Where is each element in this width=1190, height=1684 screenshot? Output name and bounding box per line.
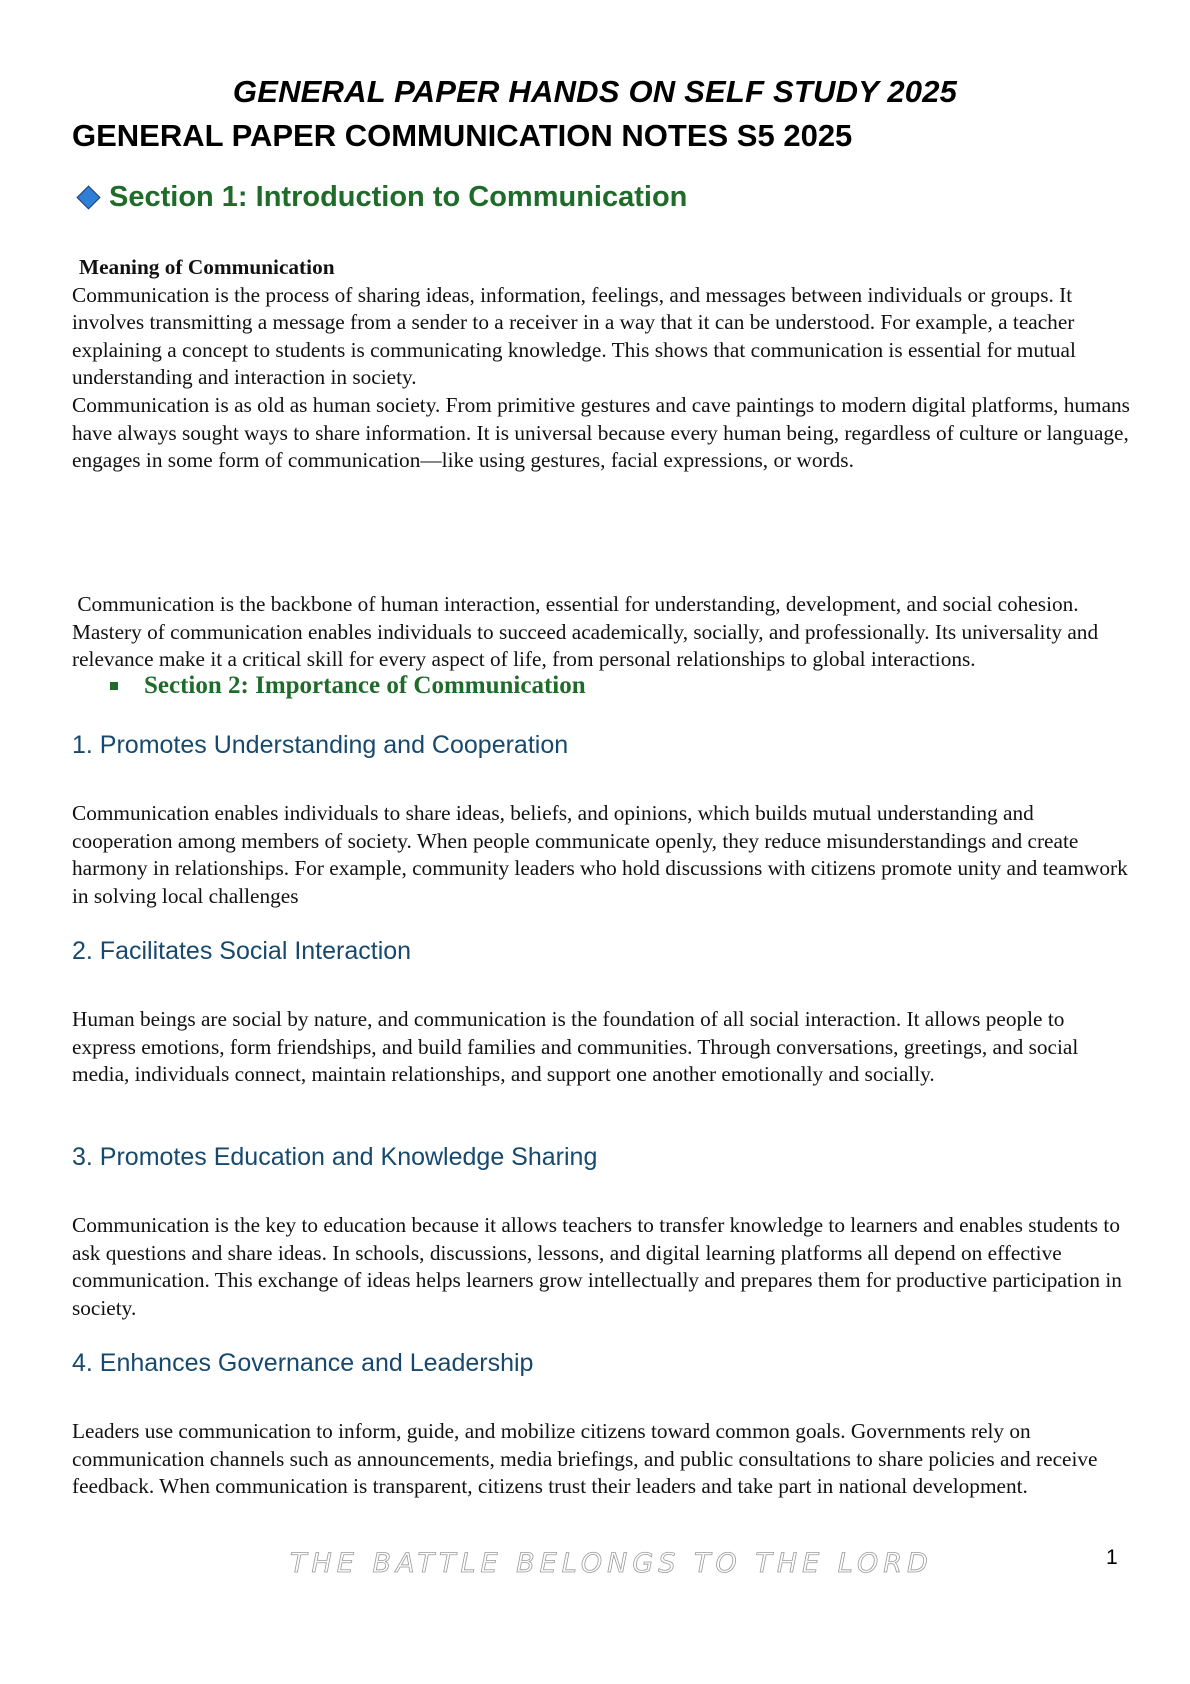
section-1-title: Section 1: Introduction to Communication — [109, 181, 688, 213]
square-bullet-icon — [110, 682, 118, 690]
meaning-heading: Meaning of Communication — [79, 255, 335, 279]
page-number: 1 — [1106, 1546, 1118, 1569]
footer-watermark: THE BATTLE BELONGS TO THE LORD — [290, 1548, 933, 1579]
section-1-summary — [72, 536, 1132, 729]
point-4-heading: 4. Enhances Governance and Leadership — [72, 1349, 534, 1377]
point-1-body — [72, 800, 1132, 910]
section-1-heading — [74, 181, 687, 214]
section-1-body — [72, 254, 1132, 475]
section-2-title: Section 2: Importance of Communication — [144, 672, 586, 699]
paragraph-history: Communication is as old as human society. From primitive gestures and cave paintings to modern digital platforms, humans have always sought ways to share information. It is universal because every human being, regardless of culture or language, engages in some form of communication—like using gestures, facial expressions, or words. — [72, 392, 1130, 473]
point-3-body — [72, 1212, 1132, 1322]
point-2-heading: 2. Facilitates Social Interaction — [72, 937, 412, 965]
point-3-text: Communication is the key to education because it allows teachers to transfer knowledge to learners and enables students to ask questions and share ideas. In schools, discussions, lessons, and digital learning platforms all depend on effective communication. This exchange of ideas helps learners grow intellectually and prepares them for productive participation in society. — [72, 1213, 1122, 1320]
point-1-text: Communication enables individuals to share ideas, beliefs, and opinions, which builds mutual understanding and cooperation among members of society. When people communicate openly, they reduce misunderstandings and create harmony in relationships. For example, community leaders who hold discussions with citizens promote unity and teamwork in solving local challenges — [72, 801, 1128, 908]
diamond-icon — [76, 185, 100, 209]
point-4-text: Leaders use communication to inform, guide, and mobilize citizens toward common goals. Governments rely on communication channels such as announcements, media briefings, and public consultations to share policies and receive feedback. When communication is transparent, citizens trust their leaders and take part in national development. — [72, 1419, 1098, 1499]
document-subtitle: GENERAL PAPER COMMUNICATION NOTES S5 2025 — [72, 118, 853, 153]
paragraph-summary: Communication is the backbone of human interaction, essential for understanding, development, and social cohesion. Mastery of communication enables individuals to succeed academically, socially, and professionally. Its universality and relevance make it a critical skill for every aspect of life, from personal relationships to global interactions. — [72, 592, 1104, 672]
point-2-body — [72, 1006, 1132, 1089]
point-4-body — [72, 1418, 1132, 1501]
point-3-heading: 3. Promotes Education and Knowledge Sharing — [72, 1143, 598, 1171]
document-header-title: GENERAL PAPER HANDS ON SELF STUDY 2025 — [232, 74, 958, 109]
point-1-heading: 1. Promotes Understanding and Cooperation — [72, 731, 569, 759]
point-2-text: Human beings are social by nature, and communication is the foundation of all social interaction. It allows people to express emotions, form friendships, and build families and communities. Through conversations, greetings, and social media, individuals connect, maintain relationships, and support one another emotionally and socially. — [72, 1007, 1079, 1087]
paragraph-meaning: Communication is the process of sharing ideas, information, feelings, and messages between individuals or groups. It involves transmitting a message from a sender to a receiver in a way that it can be understood. For example, a teacher explaining a concept to students is communicating knowledge. This shows that communication is essential for mutual understanding and interaction in society. — [72, 282, 1076, 390]
section-2-heading — [110, 672, 586, 700]
